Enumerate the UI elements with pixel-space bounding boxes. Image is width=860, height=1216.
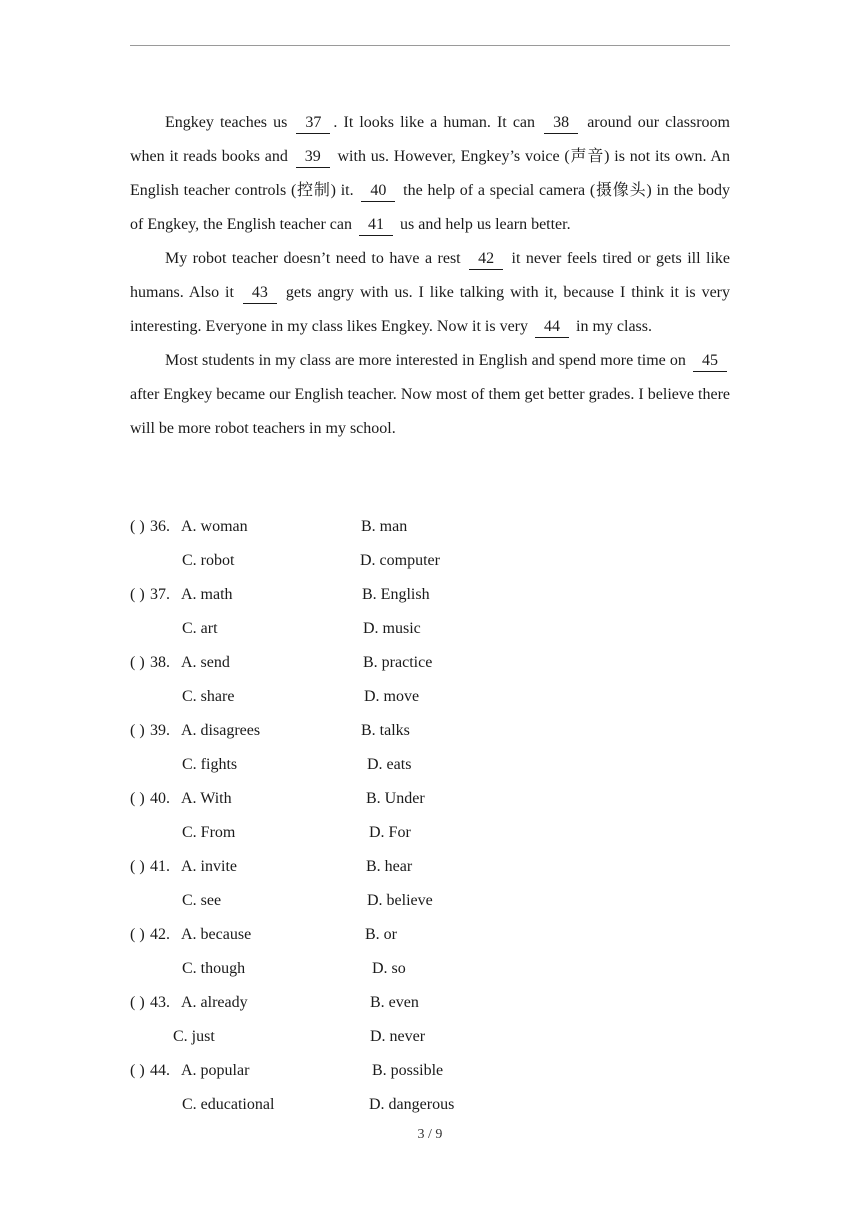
option-a: A. math bbox=[181, 586, 233, 603]
question-44-row bbox=[130, 1054, 730, 1088]
question-number: 40. bbox=[150, 790, 170, 807]
option-c: C. share bbox=[182, 688, 235, 705]
option-b: B. possible bbox=[372, 1062, 444, 1079]
header-rule bbox=[130, 45, 730, 46]
option-b: B. or bbox=[365, 926, 397, 943]
question-37-row-2 bbox=[130, 612, 730, 646]
question-41-row bbox=[130, 850, 730, 884]
option-d: D. move bbox=[364, 688, 420, 705]
option-b: B. even bbox=[370, 994, 419, 1011]
blank-40: 40 bbox=[361, 181, 395, 202]
question-number: 44. bbox=[150, 1062, 170, 1079]
blank-41: 41 bbox=[359, 215, 393, 236]
passage-text: after Engkey became our English teacher. Now most of them get better grades. I believe there will be more robot teachers in my school. bbox=[130, 386, 730, 437]
option-c: C. From bbox=[182, 824, 236, 841]
option-d: D. believe bbox=[367, 892, 433, 909]
option-d: D. never bbox=[370, 1028, 426, 1045]
page-number: 3 / 9 bbox=[417, 1127, 443, 1142]
option-d: D. For bbox=[369, 824, 411, 841]
passage bbox=[130, 106, 730, 446]
option-d: D. music bbox=[363, 620, 421, 637]
question-number: 43. bbox=[150, 994, 170, 1011]
option-c: C. see bbox=[182, 892, 222, 909]
passage-text: with us. However, Engkey’s voice (声音) is not its own. An English teacher controls (控制) it. bbox=[130, 148, 730, 199]
question-number: 41. bbox=[150, 858, 170, 875]
blank-39: 39 bbox=[296, 147, 330, 168]
option-b: B. hear bbox=[366, 858, 413, 875]
question-list bbox=[130, 510, 730, 1122]
option-c: C. robot bbox=[182, 552, 235, 569]
question-36-row bbox=[130, 510, 730, 544]
question-41-row-2 bbox=[130, 884, 730, 918]
passage-text: the help of a special camera (摄像头) in the body of Engkey, the English teacher can bbox=[130, 182, 730, 233]
blank-38: 38 bbox=[544, 113, 578, 134]
answer-blank[interactable]: ( ) bbox=[130, 1062, 145, 1079]
option-c: C. though bbox=[182, 960, 246, 977]
option-d: D. dangerous bbox=[369, 1096, 455, 1113]
option-b: B. practice bbox=[363, 654, 433, 671]
option-b: B. Under bbox=[366, 790, 425, 807]
question-38-row bbox=[130, 646, 730, 680]
blank-37: 37 bbox=[296, 113, 330, 134]
option-c: C. just bbox=[173, 1028, 215, 1045]
question-40-row bbox=[130, 782, 730, 816]
option-a: A. because bbox=[181, 926, 252, 943]
answer-blank[interactable]: ( ) bbox=[130, 518, 145, 535]
paragraph-2 bbox=[130, 242, 730, 344]
option-a: A. invite bbox=[181, 858, 237, 875]
question-39-row bbox=[130, 714, 730, 748]
option-c: C. art bbox=[182, 620, 218, 637]
passage-text: around our classroom when it reads books and bbox=[130, 114, 730, 165]
answer-blank[interactable]: ( ) bbox=[130, 994, 145, 1011]
blank-44: 44 bbox=[535, 317, 569, 338]
question-43-row bbox=[130, 986, 730, 1020]
question-number: 37. bbox=[150, 586, 170, 603]
option-b: B. man bbox=[361, 518, 408, 535]
passage-text: My robot teacher doesn’t need to have a rest bbox=[165, 250, 467, 267]
question-39-row-2 bbox=[130, 748, 730, 782]
option-a: A. disagrees bbox=[181, 722, 261, 739]
option-a: A. popular bbox=[181, 1062, 250, 1079]
option-b: B. English bbox=[362, 586, 430, 603]
paragraph-3 bbox=[130, 344, 730, 446]
option-a: A. With bbox=[181, 790, 232, 807]
option-b: B. talks bbox=[361, 722, 410, 739]
question-40-row-2 bbox=[130, 816, 730, 850]
blank-43: 43 bbox=[243, 283, 277, 304]
answer-blank[interactable]: ( ) bbox=[130, 586, 145, 603]
question-37-row bbox=[130, 578, 730, 612]
question-36-row-2 bbox=[130, 544, 730, 578]
question-42-row bbox=[130, 918, 730, 952]
passage-text: Engkey teaches us bbox=[165, 114, 294, 131]
option-d: D. so bbox=[372, 960, 406, 977]
option-d: D. computer bbox=[360, 552, 440, 569]
blank-45: 45 bbox=[693, 351, 727, 372]
option-d: D. eats bbox=[367, 756, 412, 773]
paragraph-1 bbox=[130, 106, 730, 242]
option-c: C. fights bbox=[182, 756, 238, 773]
question-number: 42. bbox=[150, 926, 170, 943]
passage-text: it never feels tired or gets ill like humans. Also it bbox=[130, 250, 731, 301]
question-44-row-2 bbox=[130, 1088, 730, 1122]
option-a: A. woman bbox=[181, 518, 248, 535]
question-number: 36. bbox=[150, 518, 170, 535]
question-number: 39. bbox=[150, 722, 170, 739]
question-43-row-2 bbox=[130, 1020, 730, 1054]
option-a: A. already bbox=[181, 994, 248, 1011]
answer-blank[interactable]: ( ) bbox=[130, 790, 145, 807]
answer-blank[interactable]: ( ) bbox=[130, 858, 145, 875]
passage-text: us and help us learn better. bbox=[395, 216, 571, 233]
answer-blank[interactable]: ( ) bbox=[130, 722, 145, 739]
option-a: A. send bbox=[181, 654, 230, 671]
blank-42: 42 bbox=[469, 249, 503, 270]
passage-text: Most students in my class are more interested in English and spend more time on bbox=[165, 352, 690, 369]
option-c: C. educational bbox=[182, 1096, 275, 1113]
question-42-row-2 bbox=[130, 952, 730, 986]
answer-blank[interactable]: ( ) bbox=[130, 654, 145, 671]
passage-text: gets angry with us. I like talking with it, because I think it is very interesting. Everyone in my class likes Engkey. Now it is very bbox=[130, 284, 730, 335]
question-number: 38. bbox=[150, 654, 170, 671]
answer-blank[interactable]: ( ) bbox=[130, 926, 145, 943]
passage-text: . It looks like a human. It can bbox=[333, 114, 542, 131]
passage-text: in my class. bbox=[572, 318, 652, 335]
question-38-row-2 bbox=[130, 680, 730, 714]
